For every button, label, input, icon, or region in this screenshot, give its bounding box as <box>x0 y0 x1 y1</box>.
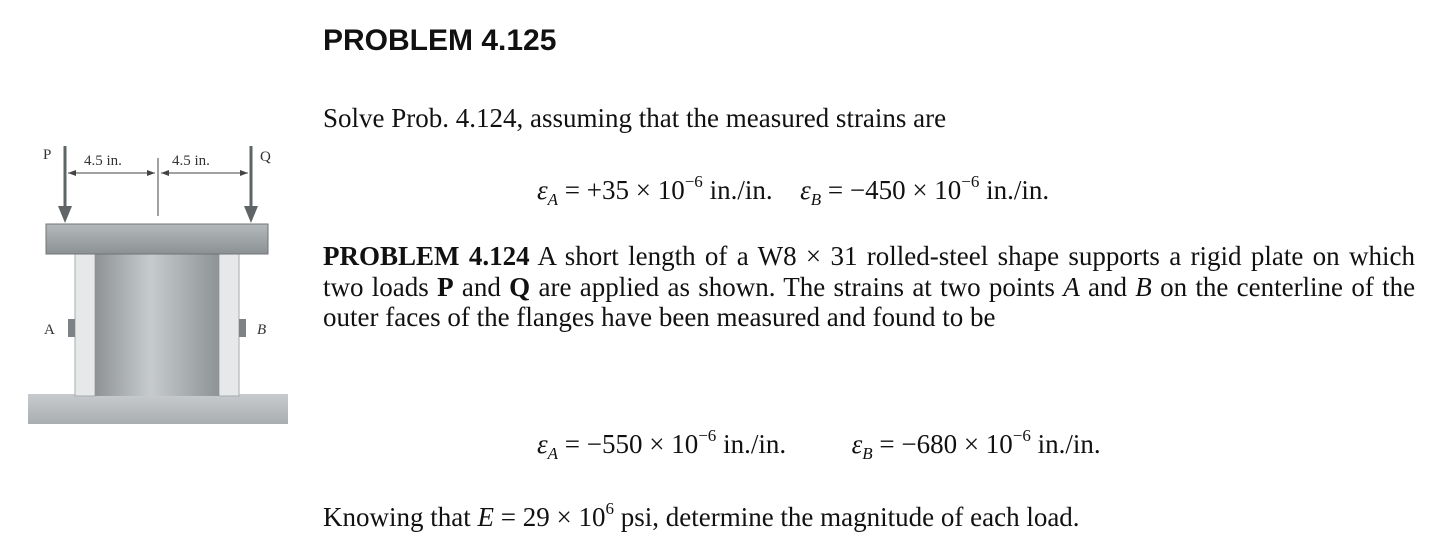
epsilon-b-symbol: ε <box>800 175 811 205</box>
paragraph-text-4: on the centerline of the outer faces of the flanges have been measured and found to be <box>323 271 1416 332</box>
gage-a-icon <box>68 319 75 337</box>
equation-1 <box>537 172 1049 210</box>
paragraph-text-3: and <box>1087 271 1127 302</box>
right-flange <box>219 253 239 396</box>
load-q-arrow-icon <box>244 206 258 223</box>
load-q-ref: Q <box>509 271 531 302</box>
column-web <box>95 253 219 396</box>
dim-left-label: 4.5 in. <box>84 153 122 169</box>
epsilon-a-subscript: A <box>547 190 559 209</box>
label-b: B <box>257 322 267 338</box>
epsilon-b2-value: = −680 × 10 <box>879 429 1013 459</box>
epsilon-a-value: = +35 × 10 <box>564 175 685 205</box>
epsilon-a2-unit: in./in. <box>723 429 787 459</box>
epsilon-a-exponent: −6 <box>684 172 703 191</box>
epsilon-a2-symbol: ε <box>537 429 548 459</box>
column-figure <box>28 136 288 426</box>
gage-b-icon <box>239 319 246 337</box>
epsilon-a2-exponent: −6 <box>698 426 717 445</box>
equation-2 <box>537 426 1101 464</box>
dim-arrowhead-icon <box>68 170 76 176</box>
dim-arrowhead-icon <box>161 170 169 176</box>
epsilon-a-symbol: ε <box>537 175 548 205</box>
rigid-plate <box>46 224 268 254</box>
epsilon-a2-value: = −550 × 10 <box>564 429 699 459</box>
epsilon-b-unit: in./in. <box>986 175 1050 205</box>
paragraph-and: and <box>461 271 501 302</box>
left-flange <box>75 253 95 396</box>
label-a: A <box>44 322 55 338</box>
ground <box>28 394 288 424</box>
final-post: psi, determine the magnitude of each load. <box>620 502 1080 532</box>
paragraph-text-2: are applied as shown. The strains at two points <box>538 271 1055 302</box>
epsilon-b-value: = −450 × 10 <box>827 175 962 205</box>
epsilon-b-subscript: B <box>810 190 822 209</box>
epsilon-b2-symbol: ε <box>851 429 863 459</box>
paragraph-text-1: A short length of a W8 × 31 rolled-steel shape supports a rigid plate on which two loads <box>323 241 1415 302</box>
dim-arrowhead-icon <box>147 170 155 176</box>
load-p-arrow-icon <box>58 206 72 223</box>
intro-text: Solve Prob. 4.124, assuming that the measured strains are <box>323 103 947 133</box>
final-question <box>323 499 1080 533</box>
epsilon-a2-subscript: A <box>547 444 559 463</box>
problem-124-label: PROBLEM 4.124 <box>323 241 530 271</box>
epsilon-b2-exponent: −6 <box>1012 426 1031 445</box>
modulus-value: = 29 × 10 <box>500 502 606 532</box>
epsilon-b-exponent: −6 <box>961 172 980 191</box>
problem-heading: PROBLEM 4.125 <box>323 24 557 57</box>
point-a-ref: A <box>1063 271 1080 302</box>
epsilon-a-unit: in./in. <box>709 175 773 205</box>
dim-arrowhead-icon <box>240 170 248 176</box>
problem-124-paragraph <box>323 241 1415 333</box>
epsilon-b2-unit: in./in. <box>1037 429 1101 459</box>
load-p-ref: P <box>437 271 454 302</box>
final-pre: Knowing that <box>323 502 471 532</box>
point-b-ref: B <box>1135 271 1152 302</box>
dim-right-label: 4.5 in. <box>172 153 210 169</box>
label-q: Q <box>260 149 271 165</box>
label-p: P <box>43 147 52 163</box>
modulus-symbol: E <box>477 502 494 532</box>
epsilon-b2-subscript: B <box>862 444 873 463</box>
modulus-exponent: 6 <box>605 499 614 518</box>
